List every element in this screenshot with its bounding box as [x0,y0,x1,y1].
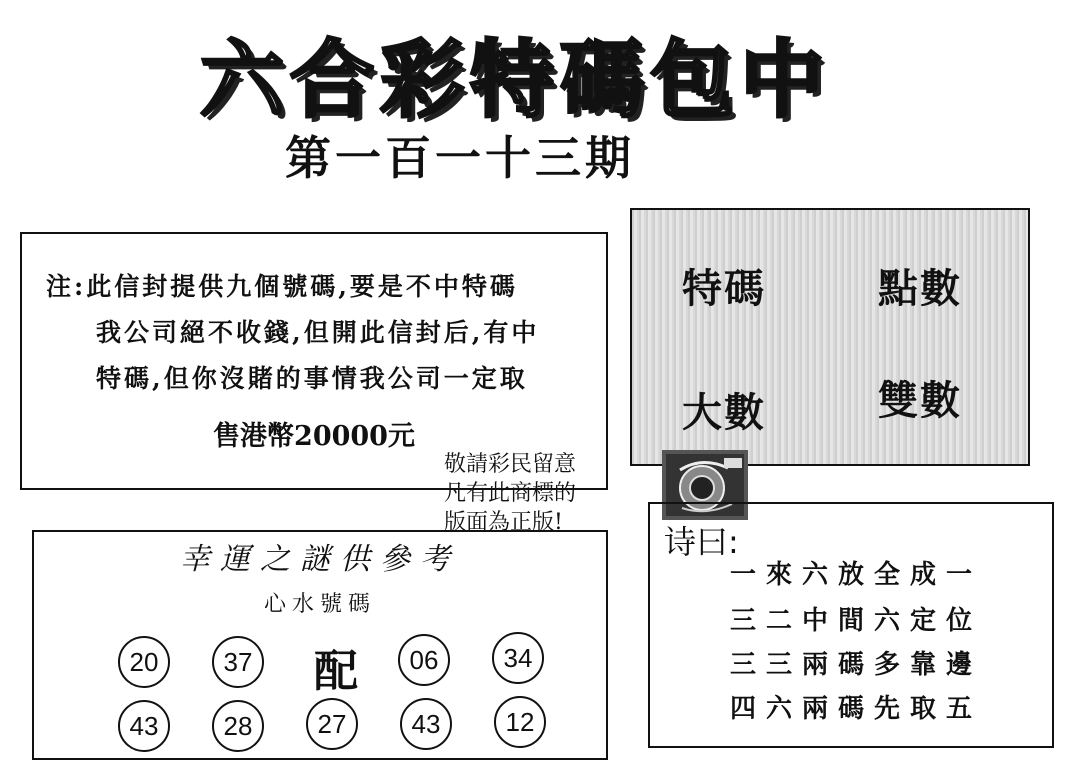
feature-grid [630,208,1030,466]
issue-number: 第一百一十三期 [285,131,635,185]
lucky-number: 06 [398,634,450,686]
lucky-number: 12 [494,696,546,748]
pair-label: 配 [314,646,358,697]
poem-line-3: 三三兩碼多靠邊 [730,650,983,680]
lucky-number: 27 [306,698,358,750]
reminder-line-2: 凡有此商標的 [444,481,577,506]
poem-line-2: 三二中間六定位 [730,606,983,636]
main-title: 六合彩特碼包中 [200,31,831,129]
lucky-subtitle: 心水號碼 [263,592,376,617]
poem-box [648,502,1054,748]
lucky-number: 37 [212,636,264,688]
poem-line-1: 一來六放全成一 [730,560,983,590]
lucky-numbers-box [32,530,608,760]
grid-cell-special-code: 特碼 [682,266,766,312]
grid-cell-points: 點數 [878,266,962,312]
lucky-title: 幸運之謎供參考 [180,542,460,577]
poem-line-4: 四六兩碼先取五 [730,694,983,724]
reminder-line-1: 敬請彩民留意 [444,452,577,477]
authenticity-reminder [444,450,650,538]
note-line-2: 我公司絕不收錢,但開此信封后,有中 [96,318,540,347]
note-line-3: 特碼,但你沒賭的事情我公司一定取 [96,364,528,393]
lucky-number: 28 [212,700,264,752]
grid-cell-big-numbers: 大數 [682,390,766,436]
reminder-line-3: 版面為正版! [444,510,563,535]
note-line-1: 注:此信封提供九個號碼,要是不中特碼 [46,272,518,301]
lucky-number: 43 [118,700,170,752]
lucky-number: 34 [492,632,544,684]
grid-cell-even-numbers: 雙數 [878,378,962,424]
lucky-number: 20 [118,636,170,688]
price-text: 售港幣20000元 [213,421,415,452]
lucky-number: 43 [400,698,452,750]
poem-title: 诗曰: [664,523,739,561]
